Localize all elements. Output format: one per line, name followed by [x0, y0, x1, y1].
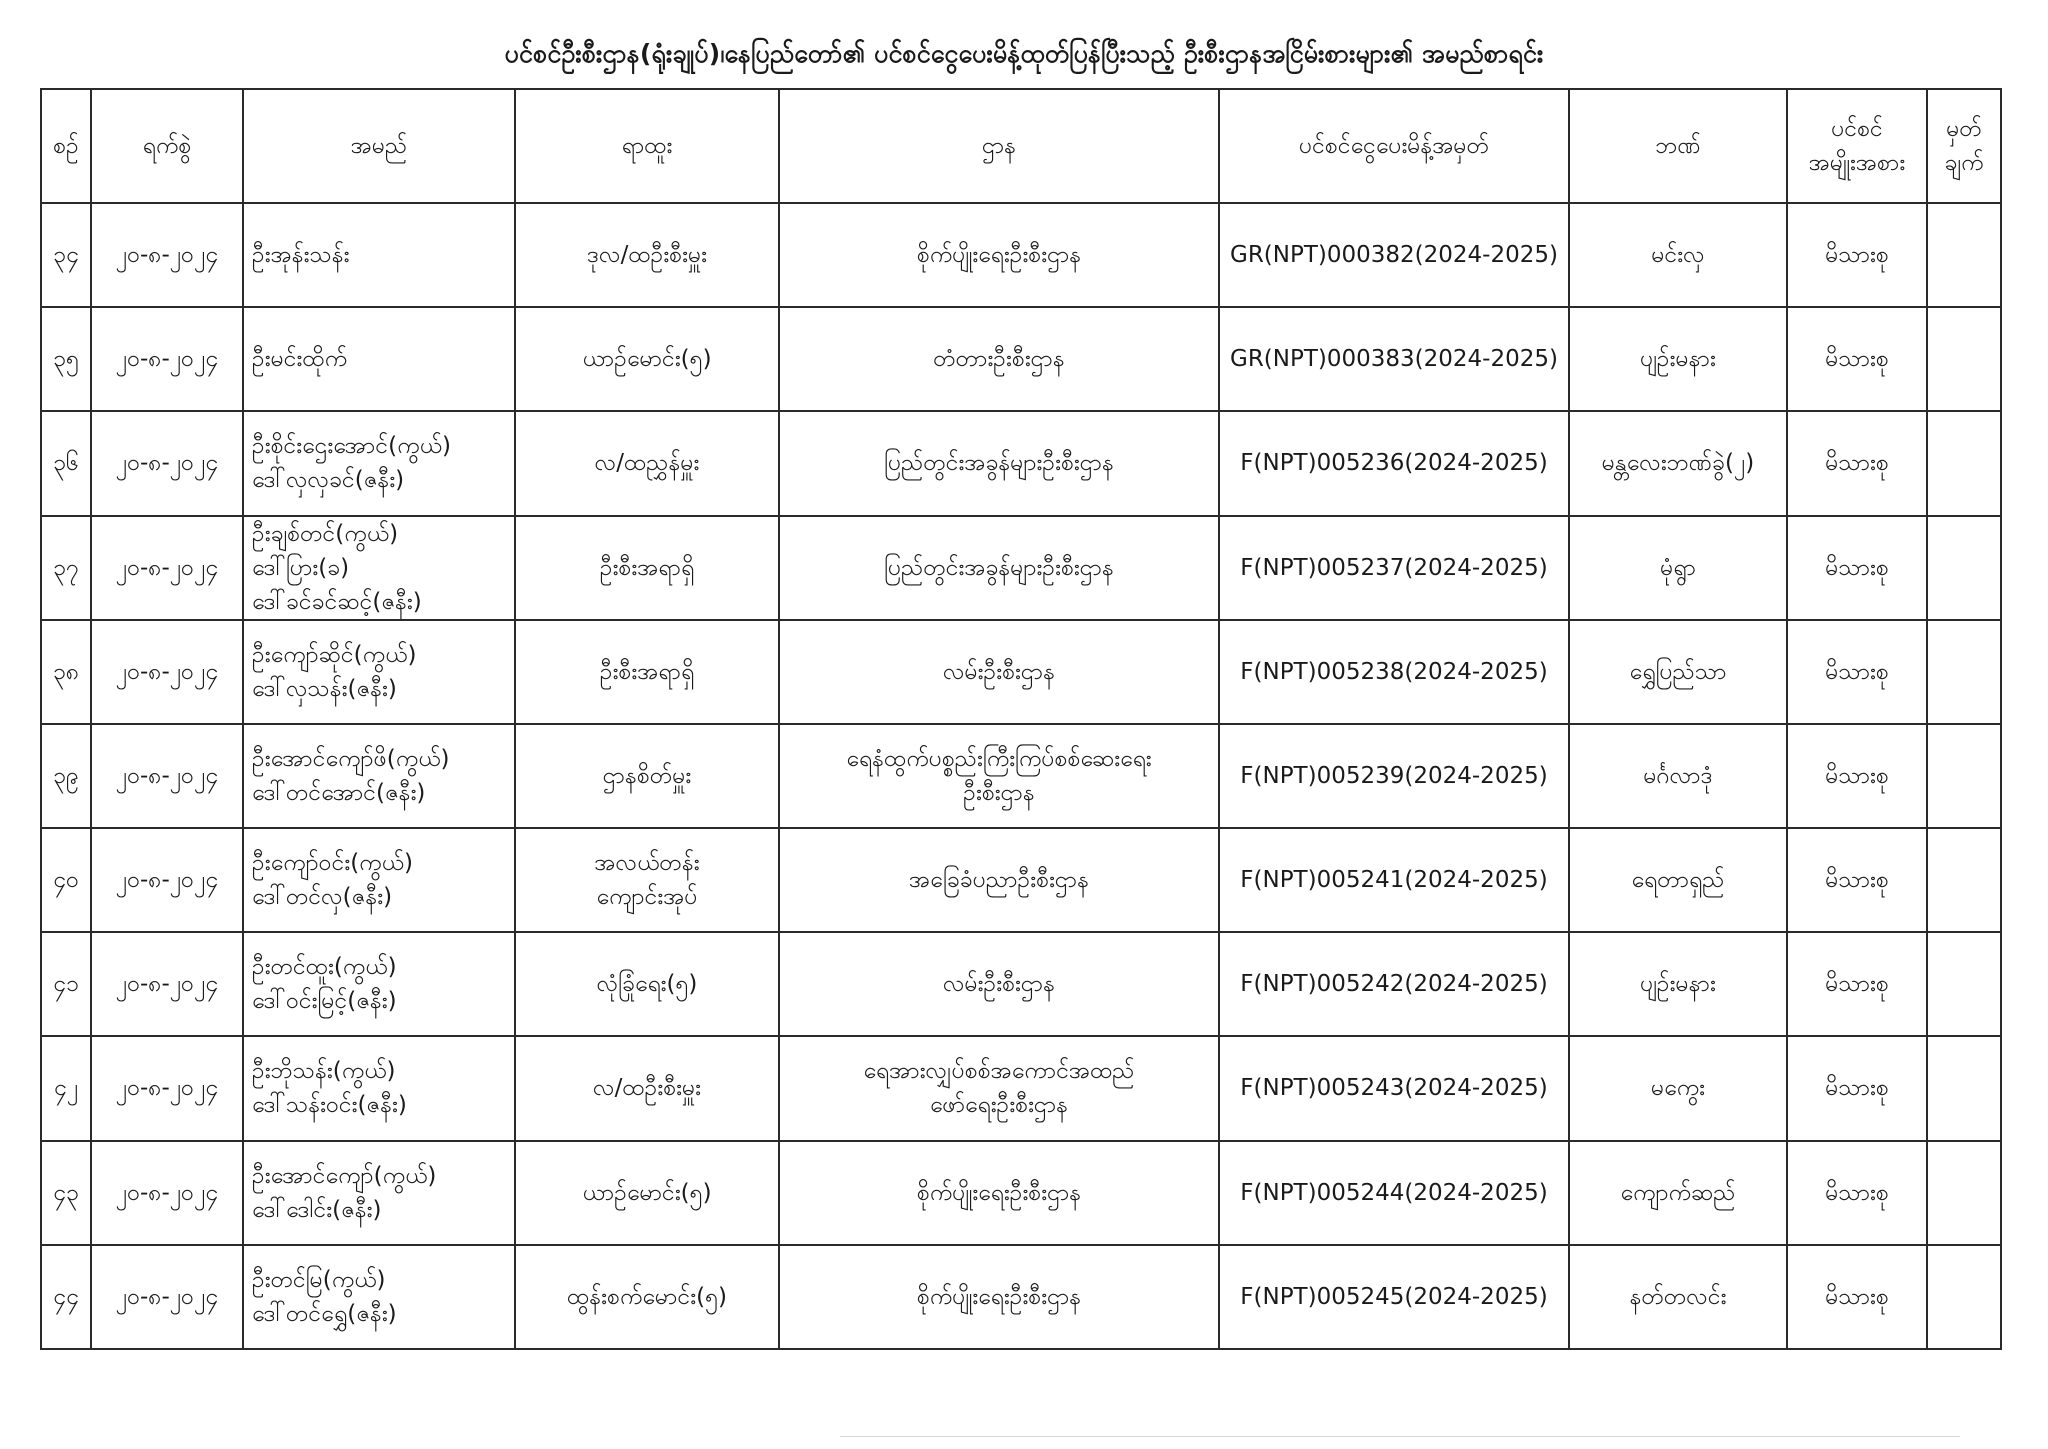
header-col-date [91, 89, 243, 203]
name-cell [243, 1036, 515, 1140]
department-cell [779, 1141, 1219, 1245]
bank-cell: ပျဉ်းမနား [1569, 307, 1787, 411]
rank-cell [515, 203, 779, 307]
department-cell [779, 828, 1219, 932]
name-cell-line: ဦးတင်မြ(ကွယ်) [252, 1266, 386, 1293]
pension-type-cell: မိသားစု [1787, 1141, 1927, 1245]
pension-type-cell: မိသားစု [1787, 307, 1927, 411]
name-cell-line: ဦးအောင်ကျော်ဖိ(ကွယ်) [252, 745, 450, 772]
pension-order-cell: F(NPT)005241(2024-2025) [1219, 828, 1569, 932]
name-cell-line: ဦးကျော်ဝင်း(ကွယ်) [252, 850, 413, 877]
remark-cell [1927, 620, 2001, 724]
name-cell [243, 411, 515, 515]
bank-cell: မန္တလေးဘဏ်ခွဲ(၂) [1569, 411, 1787, 515]
date-cell: ၂၀-၈-၂၀၂၄ [91, 828, 243, 932]
name-cell [243, 1245, 515, 1349]
pension-order-cell: F(NPT)005239(2024-2025) [1219, 724, 1569, 828]
pension-order-cell: F(NPT)005242(2024-2025) [1219, 932, 1569, 1036]
bank-cell: ရေတာရှည် [1569, 828, 1787, 932]
rank-cell [515, 516, 779, 620]
header-col-pension-type [1787, 89, 1927, 203]
serial-cell: ၄၀ [41, 828, 91, 932]
department-cell-line: စိုက်ပျိုးရေးဦးစီးဌာန [916, 1283, 1082, 1310]
rank-cell-line: ယာဉ်မောင်း(၅) [582, 1179, 712, 1206]
remark-cell [1927, 411, 2001, 515]
name-cell-line: ဒေါ်ဒေါင်း(ဇနီး) [252, 1196, 382, 1223]
date-cell: ၂၀-၈-၂၀၂၄ [91, 1245, 243, 1349]
pension-order-cell: F(NPT)005236(2024-2025) [1219, 411, 1569, 515]
table-row [41, 411, 2001, 515]
bank-cell: ကျောက်ဆည် [1569, 1141, 1787, 1245]
pension-order-cell: F(NPT)005245(2024-2025) [1219, 1245, 1569, 1349]
pension-order-cell: F(NPT)005237(2024-2025) [1219, 516, 1569, 620]
department-cell [779, 620, 1219, 724]
serial-cell: ၃၅ [41, 307, 91, 411]
date-cell: ၂၀-၈-၂၀၂၄ [91, 203, 243, 307]
name-cell-line: ဒေါ်လှသန်း(ဇနီး) [252, 675, 397, 702]
remark-cell [1927, 1036, 2001, 1140]
department-cell [779, 307, 1219, 411]
department-cell-line: စိုက်ပျိုးရေးဦးစီးဌာန [916, 242, 1082, 269]
header-label: ရာထူး [621, 133, 673, 159]
rank-cell-line: လုံခြုံရေး(၅) [596, 971, 698, 998]
rank-cell-line: ထွန်းစက်မောင်း(၅) [567, 1283, 727, 1310]
rank-cell [515, 411, 779, 515]
department-cell-line: ဖော်ရေးဦးစီးဌာန [929, 1092, 1069, 1119]
pension-type-cell: မိသားစု [1787, 620, 1927, 724]
footer-rule [840, 1436, 1960, 1437]
pension-order-cell: F(NPT)005238(2024-2025) [1219, 620, 1569, 724]
header-label: ဌာန [981, 133, 1017, 159]
bank-cell: မကွေး [1569, 1036, 1787, 1140]
name-cell [243, 620, 515, 724]
header-label: ဘဏ် [1655, 133, 1701, 159]
serial-cell: ၃၈ [41, 620, 91, 724]
table-header [41, 89, 2001, 203]
department-cell-line: ပြည်တွင်းအခွန်များဦးစီးဌာန [884, 450, 1114, 477]
pension-order-cell: GR(NPT)000383(2024-2025) [1219, 307, 1569, 411]
pension-type-cell: မိသားစု [1787, 203, 1927, 307]
remark-cell [1927, 1245, 2001, 1349]
header-label: ပင်စင်ငွေပေးမိန့်အမှတ် [1299, 133, 1489, 159]
department-cell-line: ဦးစီးဌာန [963, 779, 1035, 806]
header-label: အမျိုးအစား [1808, 150, 1906, 176]
pension-order-cell: GR(NPT)000382(2024-2025) [1219, 203, 1569, 307]
table-row [41, 1036, 2001, 1140]
bank-cell: မင်္ဂလာဒုံ [1569, 724, 1787, 828]
header-label: မှတ် [1946, 116, 1982, 142]
table-row [41, 1245, 2001, 1349]
serial-cell: ၃၆ [41, 411, 91, 515]
rank-cell-line: အလယ်တန်း [594, 850, 700, 877]
header-label: အမည် [350, 133, 408, 159]
table-body [41, 203, 2001, 1349]
rank-cell-line: ဦးစီးအရာရှိ [599, 554, 695, 581]
remark-cell [1927, 516, 2001, 620]
name-cell-line: ဦးတင်ထူး(ကွယ်) [252, 954, 397, 981]
pension-type-cell: မိသားစု [1787, 828, 1927, 932]
name-cell-line: ဒေါ်လှလှခင်(ဇနီး) [252, 467, 405, 494]
name-cell-line: ဦးမင်းထိုက် [252, 346, 348, 373]
department-cell-line: တံတားဦးစီးဌာန [933, 346, 1065, 373]
table-row [41, 620, 2001, 724]
rank-cell-line: ဦးစီးအရာရှိ [599, 658, 695, 685]
table-row [41, 307, 2001, 411]
header-label: ချက် [1944, 150, 1984, 176]
header-label: ပင်စင် [1831, 116, 1883, 142]
serial-cell: ၄၁ [41, 932, 91, 1036]
serial-cell: ၄၃ [41, 1141, 91, 1245]
department-cell [779, 203, 1219, 307]
pension-order-cell: F(NPT)005244(2024-2025) [1219, 1141, 1569, 1245]
department-cell-line: ရေအားလျှပ်စစ်အကောင်အထည် [863, 1058, 1135, 1085]
date-cell: ၂၀-၈-၂၀၂၄ [91, 1141, 243, 1245]
table-row [41, 516, 2001, 620]
remark-cell [1927, 203, 2001, 307]
serial-cell: ၄၂ [41, 1036, 91, 1140]
pension-register-table [40, 88, 2002, 1350]
serial-cell: ၃၇ [41, 516, 91, 620]
header-label: စဉ် [53, 133, 79, 159]
name-cell-line: ဦးဘိုသန်း(ကွယ်) [252, 1058, 396, 1085]
name-cell [243, 516, 515, 620]
rank-cell [515, 307, 779, 411]
rank-cell-line: ဒုလ/ထဦးစီးမှူး [587, 242, 707, 269]
header-row [41, 89, 2001, 203]
department-cell [779, 1245, 1219, 1349]
table-row [41, 724, 2001, 828]
date-cell: ၂၀-၈-၂၀၂၄ [91, 1036, 243, 1140]
serial-cell: ၃၄ [41, 203, 91, 307]
department-cell [779, 1036, 1219, 1140]
table-row [41, 1141, 2001, 1245]
remark-cell [1927, 307, 2001, 411]
remark-cell [1927, 724, 2001, 828]
name-cell-line: ဦးချစ်တင်(ကွယ်) [252, 520, 399, 547]
name-cell [243, 307, 515, 411]
name-cell-line: ဒေါ်သန်းဝင်း(ဇနီး) [252, 1092, 407, 1119]
name-cell-line: ဒေါ်ဝင်းမြင့်(ဇနီး) [252, 988, 397, 1015]
name-cell-line: ဦးအောင်ကျော်(ကွယ်) [252, 1162, 437, 1189]
department-cell [779, 932, 1219, 1036]
department-cell-line: ပြည်တွင်းအခွန်များဦးစီးဌာန [884, 554, 1114, 581]
bank-cell: မုံရွာ [1569, 516, 1787, 620]
name-cell [243, 932, 515, 1036]
rank-cell [515, 1245, 779, 1349]
table-row [41, 932, 2001, 1036]
date-cell: ၂၀-၈-၂၀၂၄ [91, 516, 243, 620]
table-row [41, 828, 2001, 932]
header-col-remarks [1927, 89, 2001, 203]
name-cell [243, 1141, 515, 1245]
department-cell-line: လမ်းဦးစီးဌာန [942, 971, 1056, 998]
pension-type-cell: မိသားစု [1787, 724, 1927, 828]
header-col-serial [41, 89, 91, 203]
name-cell-line: ဒေါ်ခင်ခင်ဆင့်(ဇနီး) [252, 588, 422, 615]
bank-cell: ပျဉ်းမနား [1569, 932, 1787, 1036]
rank-cell [515, 620, 779, 724]
header-col-pension-order-no [1219, 89, 1569, 203]
name-cell-line: ဒေါ်တင်ရွှေ(ဇနီး) [252, 1300, 397, 1327]
name-cell [243, 828, 515, 932]
name-cell-line: ဦးအုန်းသန်း [252, 242, 350, 269]
name-cell-line: ဦးစိုင်းဌေးအောင်(ကွယ်) [252, 433, 451, 460]
pension-type-cell: မိသားစု [1787, 516, 1927, 620]
rank-cell-line: လ/ထဦးစီးမှူး [593, 1075, 701, 1102]
department-cell [779, 724, 1219, 828]
rank-cell [515, 1036, 779, 1140]
pension-type-cell: မိသားစု [1787, 1036, 1927, 1140]
bank-cell: မင်းလှ [1569, 203, 1787, 307]
rank-cell [515, 932, 779, 1036]
date-cell: ၂၀-၈-၂၀၂၄ [91, 620, 243, 724]
pension-type-cell: မိသားစု [1787, 1245, 1927, 1349]
department-cell [779, 411, 1219, 515]
serial-cell: ၃၉ [41, 724, 91, 828]
rank-cell-line: လ/ထညွှန်မှူး [594, 450, 700, 477]
rank-cell [515, 828, 779, 932]
pension-order-cell: F(NPT)005243(2024-2025) [1219, 1036, 1569, 1140]
header-col-department [779, 89, 1219, 203]
rank-cell-line: ကျောင်းအုပ် [596, 884, 698, 911]
rank-cell [515, 1141, 779, 1245]
header-col-rank [515, 89, 779, 203]
department-cell [779, 516, 1219, 620]
remark-cell [1927, 828, 2001, 932]
header-col-bank [1569, 89, 1787, 203]
serial-cell: ၄၄ [41, 1245, 91, 1349]
rank-cell-line: ယာဉ်မောင်း(၅) [582, 346, 712, 373]
name-cell-line: ဒေါ်တင်အောင်(ဇနီး) [252, 779, 426, 806]
department-cell-line: စိုက်ပျိုးရေးဦးစီးဌာန [916, 1179, 1082, 1206]
date-cell: ၂၀-၈-၂၀၂၄ [91, 932, 243, 1036]
remark-cell [1927, 932, 2001, 1036]
header-col-name [243, 89, 515, 203]
pension-type-cell: မိသားစု [1787, 411, 1927, 515]
header-label: ရက်စွဲ [142, 133, 192, 159]
pension-type-cell: မိသားစု [1787, 932, 1927, 1036]
bank-cell: နတ်တလင်း [1569, 1245, 1787, 1349]
name-cell [243, 203, 515, 307]
date-cell: ၂၀-၈-၂၀၂၄ [91, 724, 243, 828]
table-row [41, 203, 2001, 307]
department-cell-line: ရေနံထွက်ပစ္စည်းကြီးကြပ်စစ်ဆေးရေး [846, 745, 1152, 772]
remark-cell [1927, 1141, 2001, 1245]
name-cell-line: ဦးကျော်ဆိုင်(ကွယ်) [252, 641, 417, 668]
department-cell-line: လမ်းဦးစီးဌာန [942, 658, 1056, 685]
date-cell: ၂၀-၈-၂၀၂၄ [91, 411, 243, 515]
rank-cell-line: ဌာနစိတ်မှူး [602, 762, 692, 789]
name-cell-line: ဒေါ်ပြား(ခ) [252, 554, 350, 581]
bank-cell: ရွှေပြည်သာ [1569, 620, 1787, 724]
date-cell: ၂၀-၈-၂၀၂၄ [91, 307, 243, 411]
rank-cell [515, 724, 779, 828]
name-cell [243, 724, 515, 828]
page-title: ပင်စင်ဦးစီးဌာန(ရုံးချုပ်)၊နေပြည်တော်၏ ပင်စင်ငွေပေးမိန့်ထုတ်ပြန်ပြီးသည့် ဦးစီးဌာနအငြိမ်းစားများ၏ အမည်စာရင်း [504, 39, 1544, 68]
department-cell-line: အခြေခံပညာဦးစီးဌာန [908, 867, 1090, 894]
name-cell-line: ဒေါ်တင်လှ(ဇနီး) [252, 884, 393, 911]
